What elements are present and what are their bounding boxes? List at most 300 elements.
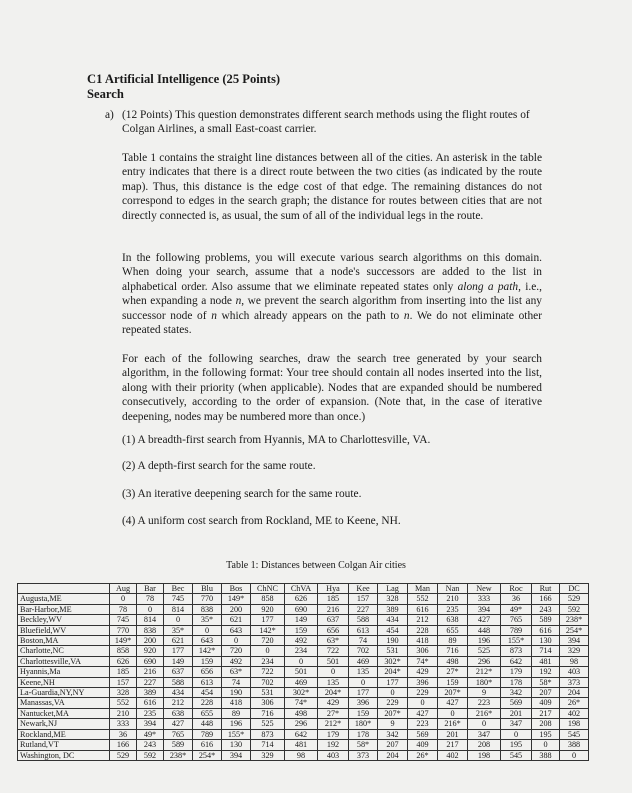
distance-cell: 0 xyxy=(349,677,378,687)
distance-cell: 228 xyxy=(408,625,438,635)
distance-cell: 166 xyxy=(532,594,560,604)
distance-cell: 702 xyxy=(349,646,378,656)
distance-cell: 254* xyxy=(193,750,222,760)
distance-cell: 427 xyxy=(438,698,468,708)
table-row xyxy=(18,646,589,656)
distance-cell: 234 xyxy=(251,656,285,666)
row-city-label: Charlottesville,VA xyxy=(18,656,110,666)
distance-cell: 0 xyxy=(501,729,532,739)
distance-cell: 238* xyxy=(560,615,589,625)
distance-cell: 235 xyxy=(137,708,164,718)
distance-cell: 35* xyxy=(193,615,222,625)
distance-cell: 190 xyxy=(378,636,408,646)
distance-cell: 616 xyxy=(408,604,438,614)
distance-cell: 481 xyxy=(285,740,318,750)
distance-cell: 0 xyxy=(438,708,468,718)
distance-cell: 720 xyxy=(222,646,251,656)
distance-cell: 216* xyxy=(438,719,468,729)
distance-cell: 0 xyxy=(222,636,251,646)
p2-text-e: . We do not eliminate other repeated states. xyxy=(122,309,542,337)
distance-cell: 655 xyxy=(438,625,468,635)
distance-cell: 525 xyxy=(251,719,285,729)
table-header-row xyxy=(18,584,589,594)
distance-cell: 58* xyxy=(532,677,560,687)
distance-cell: 208 xyxy=(532,719,560,729)
distance-cell: 396 xyxy=(349,698,378,708)
distance-cell: 217 xyxy=(438,740,468,750)
distance-cell: 306 xyxy=(251,698,285,708)
distance-cell: 643 xyxy=(222,625,251,635)
distance-cell: 403 xyxy=(318,750,349,760)
paragraph-tree-format: For each of the following searches, draw the search tree generated by your search algorithm, in the following format: Your tree should contain all nodes inserted into the list, along with their priority (when applicable). Nodes that are expanded should be numbered consecutively, according to the order of expansion. (Note that, in the case of iterative deepening, nodes may be numbered more than once.) xyxy=(122,353,542,423)
distance-cell: 306 xyxy=(408,646,438,656)
distance-cell: 765 xyxy=(501,615,532,625)
distance-cell: 409 xyxy=(532,698,560,708)
distance-cell: 155* xyxy=(222,729,251,739)
distance-cell: 613 xyxy=(193,677,222,687)
distance-cell: 238* xyxy=(164,750,193,760)
distance-cell: 655 xyxy=(193,708,222,718)
distance-cell: 492 xyxy=(285,636,318,646)
distance-cell: 254* xyxy=(560,625,589,635)
distance-cell: 838 xyxy=(137,625,164,635)
distance-cell: 142* xyxy=(251,625,285,635)
distance-cell: 195 xyxy=(501,740,532,750)
distance-cell: 235 xyxy=(438,604,468,614)
p2-var-n3: n xyxy=(403,309,410,322)
distance-cell: 149* xyxy=(222,594,251,604)
distance-cell: 0 xyxy=(468,719,501,729)
distance-cell: 469 xyxy=(349,656,378,666)
distance-cell: 714 xyxy=(532,646,560,656)
p2-text-b: , i.e., when expanding a node xyxy=(122,280,542,308)
distance-cell: 722 xyxy=(318,646,349,656)
distance-cell: 492 xyxy=(222,656,251,666)
table-row xyxy=(18,656,589,666)
distance-cell: 656 xyxy=(318,625,349,635)
column-header: Kee xyxy=(349,584,378,594)
row-city-label: Boston,MA xyxy=(18,636,110,646)
distance-cell: 328 xyxy=(378,594,408,604)
distance-cell: 720 xyxy=(251,636,285,646)
distance-cell: 200 xyxy=(222,604,251,614)
distance-cell: 616 xyxy=(532,625,560,635)
column-header: Man xyxy=(408,584,438,594)
distance-cell: 180* xyxy=(349,719,378,729)
distance-cell: 227 xyxy=(137,677,164,687)
distance-cell: 621 xyxy=(222,615,251,625)
distance-cell: 216* xyxy=(468,708,501,718)
distance-cell: 545 xyxy=(501,750,532,760)
distance-cell: 185 xyxy=(318,594,349,604)
distance-cell: 342 xyxy=(378,729,408,739)
distance-cell: 373 xyxy=(349,750,378,760)
distance-cell: 177 xyxy=(378,677,408,687)
part-a xyxy=(105,108,545,137)
distance-cell: 204 xyxy=(378,750,408,760)
distance-cell: 638 xyxy=(438,615,468,625)
distance-cell: 159 xyxy=(285,625,318,635)
distance-cell: 427 xyxy=(408,708,438,718)
distance-cell: 402 xyxy=(560,708,589,718)
distance-cell: 149 xyxy=(164,656,193,666)
distance-cell: 529 xyxy=(560,594,589,604)
table-row xyxy=(18,625,589,635)
distance-cell: 135 xyxy=(318,677,349,687)
distance-cell: 388 xyxy=(560,740,589,750)
distance-cell: 89 xyxy=(222,708,251,718)
distance-cell: 418 xyxy=(222,698,251,708)
distance-cell: 525 xyxy=(468,646,501,656)
heading-title: C1 Artificial Intelligence (25 Points) xyxy=(87,72,281,86)
table-row xyxy=(18,688,589,698)
p2-var-n2: n xyxy=(211,309,217,322)
distance-cell: 347 xyxy=(501,719,532,729)
distance-cell: 27* xyxy=(438,667,468,677)
distance-cell: 212* xyxy=(318,719,349,729)
question-1: (1) A breadth-first search from Hyannis, MA to Charlottesville, VA. xyxy=(122,434,431,446)
distance-cell: 178 xyxy=(349,729,378,739)
distance-cell: 616 xyxy=(193,740,222,750)
distance-cell: 333 xyxy=(468,594,501,604)
distance-cell: 204* xyxy=(378,667,408,677)
distance-cell: 328 xyxy=(110,688,137,698)
distance-cell: 149* xyxy=(110,636,137,646)
distance-cell: 177 xyxy=(349,688,378,698)
distance-cell: 36 xyxy=(110,729,137,739)
distance-cell: 789 xyxy=(193,729,222,739)
distance-cell: 389 xyxy=(137,688,164,698)
distance-cell: 481 xyxy=(532,656,560,666)
p2-emphasis: along a path xyxy=(457,280,519,293)
distance-cell: 656 xyxy=(193,667,222,677)
distance-cell: 454 xyxy=(193,688,222,698)
distance-cell: 716 xyxy=(438,646,468,656)
distance-cell: 0 xyxy=(251,646,285,656)
distance-cell: 613 xyxy=(349,625,378,635)
distance-cell: 207 xyxy=(378,740,408,750)
distance-cell: 74 xyxy=(349,636,378,646)
distance-cell: 402 xyxy=(438,750,468,760)
row-city-label: Rutland,VT xyxy=(18,740,110,750)
distance-cell: 702 xyxy=(251,677,285,687)
distance-cell: 58* xyxy=(349,740,378,750)
distance-cell: 0 xyxy=(378,688,408,698)
distance-cell: 35* xyxy=(164,625,193,635)
distance-cell: 243 xyxy=(532,604,560,614)
distance-cell: 552 xyxy=(110,698,137,708)
distance-cell: 63* xyxy=(318,636,349,646)
distance-cell: 858 xyxy=(251,594,285,604)
distance-cell: 427 xyxy=(164,719,193,729)
distance-cell: 212 xyxy=(408,615,438,625)
distance-cell: 223 xyxy=(468,698,501,708)
distance-cell: 429 xyxy=(318,698,349,708)
distance-cell: 745 xyxy=(164,594,193,604)
table-row xyxy=(18,719,589,729)
distance-cell: 394 xyxy=(560,636,589,646)
distance-cell: 545 xyxy=(560,729,589,739)
distance-cell: 142* xyxy=(193,646,222,656)
distance-cell: 501 xyxy=(318,656,349,666)
distance-cell: 621 xyxy=(164,636,193,646)
distance-cell: 690 xyxy=(285,604,318,614)
distance-cell: 642 xyxy=(285,729,318,739)
distance-cell: 765 xyxy=(164,729,193,739)
distance-cell: 569 xyxy=(501,698,532,708)
distance-cell: 814 xyxy=(164,604,193,614)
distance-cell: 212* xyxy=(468,667,501,677)
distance-cell: 529 xyxy=(110,750,137,760)
distance-cell: 217 xyxy=(532,708,560,718)
distance-cell: 296 xyxy=(285,719,318,729)
distance-cell: 78 xyxy=(110,604,137,614)
distance-cell: 26* xyxy=(408,750,438,760)
distance-cell: 89 xyxy=(438,636,468,646)
distance-cell: 0 xyxy=(318,667,349,677)
distance-cell: 229 xyxy=(408,688,438,698)
distance-cell: 448 xyxy=(468,625,501,635)
distance-cell: 74* xyxy=(285,698,318,708)
distance-cell: 212 xyxy=(164,698,193,708)
distance-cell: 434 xyxy=(164,688,193,698)
distance-cell: 196 xyxy=(468,636,501,646)
row-city-label: Washington, DC xyxy=(18,750,110,760)
distance-cell: 207* xyxy=(438,688,468,698)
distance-cell: 418 xyxy=(408,636,438,646)
distance-cell: 228 xyxy=(193,698,222,708)
p2-text-c: , we prevent the search algorithm from inserting into the list any successor node of xyxy=(122,295,542,322)
column-header: ChNC xyxy=(251,584,285,594)
distance-cell: 501 xyxy=(285,667,318,677)
table-row xyxy=(18,594,589,604)
distance-cell: 396 xyxy=(408,677,438,687)
distance-cell: 74* xyxy=(408,656,438,666)
heading-subtitle: Search xyxy=(87,87,124,101)
part-a-text: (12 Points) This question demonstrates different search methods using the flight routes of Colgan Airlines, a small East-coast carrier. xyxy=(122,109,530,136)
column-header: Bos xyxy=(222,584,251,594)
distance-cell: 159 xyxy=(193,656,222,666)
distance-cell: 302* xyxy=(285,688,318,698)
distance-cell: 592 xyxy=(560,604,589,614)
row-city-label: Beckley,WV xyxy=(18,615,110,625)
row-city-label: Nantucket,MA xyxy=(18,708,110,718)
distance-cell: 373 xyxy=(560,677,589,687)
distance-cell: 49* xyxy=(501,604,532,614)
paragraph-table-description: Table 1 contains the straight line distances between all of the cities. An asterisk in the table entry indicates that there is a direct route between the two cities (as indicated by the route map). Thus, this distance is the edge cost of that edge. The remaining distances do not correspond to edges in the search graph; the distance for routes between cities that are not directly connected is, as usual, the sum of all of the individual legs in the route. xyxy=(122,152,542,222)
row-city-label: Keene,NH xyxy=(18,677,110,687)
column-header: Nan xyxy=(438,584,468,594)
distance-cell: 185 xyxy=(110,667,137,677)
distance-cell: 78 xyxy=(137,594,164,604)
row-city-label: Bar-Harbor,ME xyxy=(18,604,110,614)
distance-table xyxy=(17,583,589,761)
distance-cell: 637 xyxy=(318,615,349,625)
section-heading xyxy=(87,72,280,102)
distance-cell: 0 xyxy=(110,594,137,604)
distance-cell: 873 xyxy=(501,646,532,656)
distance-cell: 216 xyxy=(137,667,164,677)
distance-cell: 9 xyxy=(378,719,408,729)
table-row xyxy=(18,698,589,708)
distance-cell: 0 xyxy=(193,625,222,635)
row-city-label: Bluefield,WV xyxy=(18,625,110,635)
distance-cell: 198 xyxy=(468,750,501,760)
distance-cell: 201 xyxy=(438,729,468,739)
distance-cell: 74 xyxy=(222,677,251,687)
column-header: Bar xyxy=(137,584,164,594)
table-body xyxy=(18,594,589,761)
distance-cell: 234 xyxy=(285,646,318,656)
distance-cell: 179 xyxy=(501,667,532,677)
table-row xyxy=(18,729,589,739)
distance-cell: 0 xyxy=(137,604,164,614)
distance-cell: 722 xyxy=(251,667,285,677)
table-row xyxy=(18,677,589,687)
distance-cell: 638 xyxy=(164,708,193,718)
distance-cell: 873 xyxy=(251,729,285,739)
distance-cell: 838 xyxy=(193,604,222,614)
distance-cell: 229 xyxy=(378,698,408,708)
column-header: DC xyxy=(560,584,589,594)
distance-cell: 198 xyxy=(560,719,589,729)
distance-cell: 157 xyxy=(110,677,137,687)
column-header: Rut xyxy=(532,584,560,594)
column-header: ChVA xyxy=(285,584,318,594)
distance-cell: 98 xyxy=(285,750,318,760)
distance-cell: 192 xyxy=(318,740,349,750)
corner-cell xyxy=(18,584,110,594)
distance-cell: 329 xyxy=(251,750,285,760)
distance-cell: 207* xyxy=(378,708,408,718)
distance-cell: 716 xyxy=(251,708,285,718)
table-row xyxy=(18,740,589,750)
column-header: Aug xyxy=(110,584,137,594)
distance-cell: 208 xyxy=(468,740,501,750)
distance-cell: 531 xyxy=(378,646,408,656)
distance-cell: 157 xyxy=(349,594,378,604)
distance-cell: 190 xyxy=(222,688,251,698)
distance-cell: 394 xyxy=(222,750,251,760)
distance-cell: 200 xyxy=(137,636,164,646)
distance-cell: 98 xyxy=(560,656,589,666)
distance-cell: 49* xyxy=(137,729,164,739)
distance-cell: 434 xyxy=(378,615,408,625)
distance-cell: 448 xyxy=(193,719,222,729)
distance-cell: 0 xyxy=(560,750,589,760)
distance-cell: 177 xyxy=(251,615,285,625)
distance-cell: 920 xyxy=(137,646,164,656)
distance-cell: 498 xyxy=(285,708,318,718)
distance-cell: 0 xyxy=(164,615,193,625)
distance-cell: 389 xyxy=(378,604,408,614)
distance-cell: 403 xyxy=(560,667,589,677)
distance-cell: 130 xyxy=(222,740,251,750)
distance-cell: 201 xyxy=(501,708,532,718)
distance-cell: 589 xyxy=(532,615,560,625)
distance-cell: 223 xyxy=(408,719,438,729)
distance-cell: 589 xyxy=(164,740,193,750)
distance-cell: 714 xyxy=(251,740,285,750)
distance-cell: 243 xyxy=(137,740,164,750)
column-header: New xyxy=(468,584,501,594)
table-row xyxy=(18,667,589,677)
table-row xyxy=(18,604,589,614)
distance-cell: 770 xyxy=(193,594,222,604)
distance-cell: 552 xyxy=(408,594,438,604)
distance-cell: 592 xyxy=(137,750,164,760)
distance-cell: 814 xyxy=(137,615,164,625)
distance-cell: 789 xyxy=(501,625,532,635)
distance-cell: 642 xyxy=(501,656,532,666)
table-row xyxy=(18,636,589,646)
distance-cell: 159 xyxy=(438,677,468,687)
distance-cell: 626 xyxy=(285,594,318,604)
column-header: Lag xyxy=(378,584,408,594)
question-2: (2) A depth-first search for the same route. xyxy=(122,460,316,472)
distance-cell: 626 xyxy=(110,656,137,666)
question-3: (3) An iterative deepening search for the same route. xyxy=(122,488,362,500)
p2-text-a: In the following problems, you will execute various search algorithms on this domain. When doing your search, assume that a node's successors are added to the list in alphabetical order. Also assume that we eliminate repeated states only xyxy=(122,252,542,293)
distance-cell: 588 xyxy=(164,677,193,687)
distance-cell: 643 xyxy=(193,636,222,646)
distance-cell: 531 xyxy=(251,688,285,698)
distance-cell: 166 xyxy=(110,740,137,750)
distance-cell: 216 xyxy=(318,604,349,614)
distance-cell: 409 xyxy=(408,740,438,750)
row-city-label: Charlotte,NC xyxy=(18,646,110,656)
distance-cell: 0 xyxy=(408,698,438,708)
distance-cell: 130 xyxy=(532,636,560,646)
distance-cell: 637 xyxy=(164,667,193,677)
part-a-label: a) xyxy=(105,109,114,121)
distance-cell: 63* xyxy=(222,667,251,677)
distance-cell: 149 xyxy=(285,615,318,625)
column-header: Roc xyxy=(501,584,532,594)
distance-cell: 210 xyxy=(438,594,468,604)
distance-cell: 0 xyxy=(532,740,560,750)
table-row xyxy=(18,750,589,760)
distance-cell: 296 xyxy=(468,656,501,666)
distance-cell: 690 xyxy=(137,656,164,666)
row-city-label: Augusta,ME xyxy=(18,594,110,604)
distance-cell: 135 xyxy=(349,667,378,677)
distance-cell: 210 xyxy=(110,708,137,718)
distance-cell: 569 xyxy=(408,729,438,739)
distance-cell: 36 xyxy=(501,594,532,604)
column-header: Hya xyxy=(318,584,349,594)
column-header: Blu xyxy=(193,584,222,594)
p2-text-d: which already appears on the path to xyxy=(216,309,404,322)
distance-cell: 178 xyxy=(501,677,532,687)
distance-cell: 204 xyxy=(560,688,589,698)
distance-cell: 159 xyxy=(349,708,378,718)
column-header: Bec xyxy=(164,584,193,594)
distance-cell: 920 xyxy=(251,604,285,614)
distance-cell: 858 xyxy=(110,646,137,656)
row-city-label: Manassas,VA xyxy=(18,698,110,708)
table-caption: Table 1: Distances between Colgan Air cities xyxy=(226,560,406,571)
row-city-label: La-Guardia,NY,NY xyxy=(18,688,110,698)
distance-cell: 27* xyxy=(318,708,349,718)
distance-cell: 342 xyxy=(501,688,532,698)
table-row xyxy=(18,615,589,625)
distance-cell: 394 xyxy=(468,604,501,614)
distance-cell: 196 xyxy=(222,719,251,729)
distance-cell: 498 xyxy=(438,656,468,666)
table-row xyxy=(18,708,589,718)
distance-cell: 26* xyxy=(560,698,589,708)
